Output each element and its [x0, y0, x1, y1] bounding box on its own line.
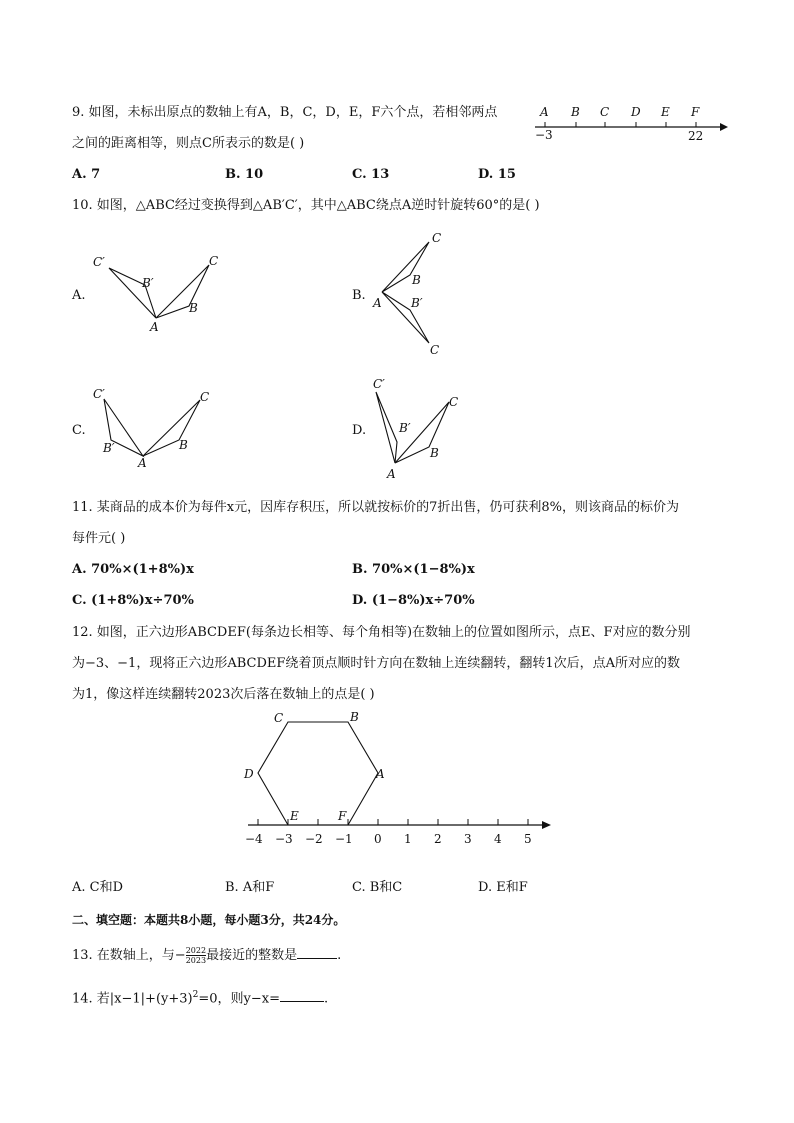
- q13-line: [72, 946, 341, 965]
- section-title-fill-in: 二、填空题：本题共8小题，每小题3分，共24分。: [72, 913, 346, 927]
- q9-line2: 之间的距离相等，则点C所表示的数是( ): [72, 136, 305, 151]
- q9-point-f: F: [691, 105, 700, 119]
- q12-option-c[interactable]: C. B和C: [352, 880, 403, 895]
- q12-hex-a: A: [376, 767, 385, 781]
- q12-option-d[interactable]: D. E和F: [478, 880, 528, 895]
- q9-option-b[interactable]: B. 10: [225, 167, 264, 182]
- q13-fraction: [186, 946, 206, 965]
- q12-hex-b: B: [350, 710, 359, 724]
- q10-option-b[interactable]: B.: [352, 288, 366, 303]
- q14-answer-blank[interactable]: [280, 989, 324, 1002]
- q14-end: .: [323, 991, 329, 1007]
- q12-tick-3: 3: [464, 832, 472, 846]
- q13-answer-blank[interactable]: [297, 946, 337, 959]
- q12-tick-neg1: −1: [335, 832, 353, 846]
- q12-line3: 为1，像这样连续翻转2023次后落在数轴上的点是( ): [72, 687, 375, 702]
- q10-b-c-lower: C: [430, 343, 440, 357]
- q12-line1: 12. 如图，正六边形ABCDEF(每条边长相等、每个角相等)在数轴上的位置如图所示，点E、F对应的数分别: [72, 625, 691, 640]
- q11-line1: 11. 某商品的成本价为每件x元，因库存积压，所以就按标价的7折出售，仍可获利8%，则该商品的标价为: [72, 500, 680, 515]
- q13-end: .: [337, 948, 342, 963]
- q12-hexagon-figure: [240, 700, 560, 840]
- q10-a-c: C: [209, 254, 219, 268]
- q9-line1: 9. 如图，未标出原点的数轴上有A，B，C，D，E，F六个点，若相邻两点: [72, 105, 498, 120]
- q11-option-d[interactable]: D. (1−8%)x÷70%: [352, 593, 475, 608]
- q12-line2: 为−3、−1，现将正六边形ABCDEF绕着顶点顺时针方向在数轴上连续翻转，翻转1次后，点A所对应的数: [72, 656, 681, 671]
- q10-d-b: B: [430, 446, 439, 460]
- q13-frac-den: 2023: [185, 956, 207, 965]
- q12-hex-e: E: [290, 809, 299, 823]
- q12-tick-neg2: −2: [305, 832, 323, 846]
- q14-prefix: 14. 若|x−1|+(y+3): [72, 991, 193, 1007]
- q12-tick-1: 1: [404, 832, 412, 846]
- q9-right-value: 22: [688, 129, 704, 143]
- q14-exponent: 2: [192, 990, 199, 1000]
- q14-line: [72, 986, 328, 1008]
- q12-hex-f: F: [338, 809, 347, 823]
- q12-tick-neg3: −3: [275, 832, 293, 846]
- q12-tick-neg4: −4: [245, 832, 263, 846]
- q12-tick-5: 5: [524, 832, 532, 846]
- q10-b-b-prime: B′: [411, 296, 423, 310]
- q10-figure-d: [370, 380, 460, 470]
- q9-option-c[interactable]: C. 13: [352, 167, 390, 182]
- q11-option-a[interactable]: A. 70%×(1+8%)x: [72, 562, 194, 577]
- q9-point-a: A: [540, 105, 549, 119]
- q10-figure-b: [370, 230, 460, 360]
- q10-a-b: B: [189, 301, 198, 315]
- q10-option-a[interactable]: A.: [72, 288, 86, 303]
- q10-option-d[interactable]: D.: [352, 423, 367, 438]
- q10-d-b-prime: B′: [399, 421, 411, 435]
- q10-a-a: A: [150, 320, 159, 334]
- q11-option-b[interactable]: B. 70%×(1−8%)x: [352, 562, 475, 577]
- q10-option-c[interactable]: C.: [72, 423, 86, 438]
- q9-point-d: D: [631, 105, 641, 119]
- q14-middle: =0，则y−x=: [198, 991, 280, 1007]
- q10-b-b: B: [412, 273, 421, 287]
- q10-d-c-prime: C′: [373, 377, 385, 391]
- q10-a-b-prime: B′: [142, 276, 154, 290]
- q10-c-c: C: [200, 390, 210, 404]
- q13-frac-num: 2022: [185, 946, 207, 955]
- q9-option-d[interactable]: D. 15: [478, 167, 516, 182]
- q9-point-e: E: [661, 105, 670, 119]
- q9-point-c: C: [600, 105, 610, 119]
- q11-line2: 每件元( ): [72, 531, 126, 546]
- q13-suffix: 最接近的整数是: [206, 948, 298, 963]
- q9-option-a[interactable]: A. 7: [72, 167, 101, 182]
- q10-a-c-prime: C′: [93, 255, 105, 269]
- q13-prefix: 13. 在数轴上，与−: [72, 948, 186, 963]
- q11-option-c[interactable]: C. (1+8%)x÷70%: [72, 593, 194, 608]
- q12-tick-0: 0: [374, 832, 382, 846]
- q10-d-a: A: [387, 467, 396, 481]
- q10-c-b: B: [179, 438, 188, 452]
- q10-c-c-prime: C′: [93, 387, 105, 401]
- q10-c-b-prime: B′: [103, 441, 115, 455]
- q10-c-a: A: [138, 456, 147, 470]
- q9-point-b: B: [571, 105, 580, 119]
- q10-b-c: C: [432, 231, 442, 245]
- q12-tick-2: 2: [434, 832, 442, 846]
- q12-tick-4: 4: [494, 832, 502, 846]
- q12-hex-c: C: [274, 711, 284, 725]
- q10-b-a: A: [373, 296, 382, 310]
- q12-option-a[interactable]: A. C和D: [72, 880, 124, 895]
- q10-d-c: C: [449, 395, 459, 409]
- q12-option-b[interactable]: B. A和F: [225, 880, 275, 895]
- q10-stem: 10. 如图，△ABC经过变换得到△AB′C′，其中△ABC绕点A逆时针旋转60°的是( ): [72, 198, 540, 213]
- q9-left-value: −3: [535, 128, 553, 142]
- q12-hex-d: D: [244, 767, 254, 781]
